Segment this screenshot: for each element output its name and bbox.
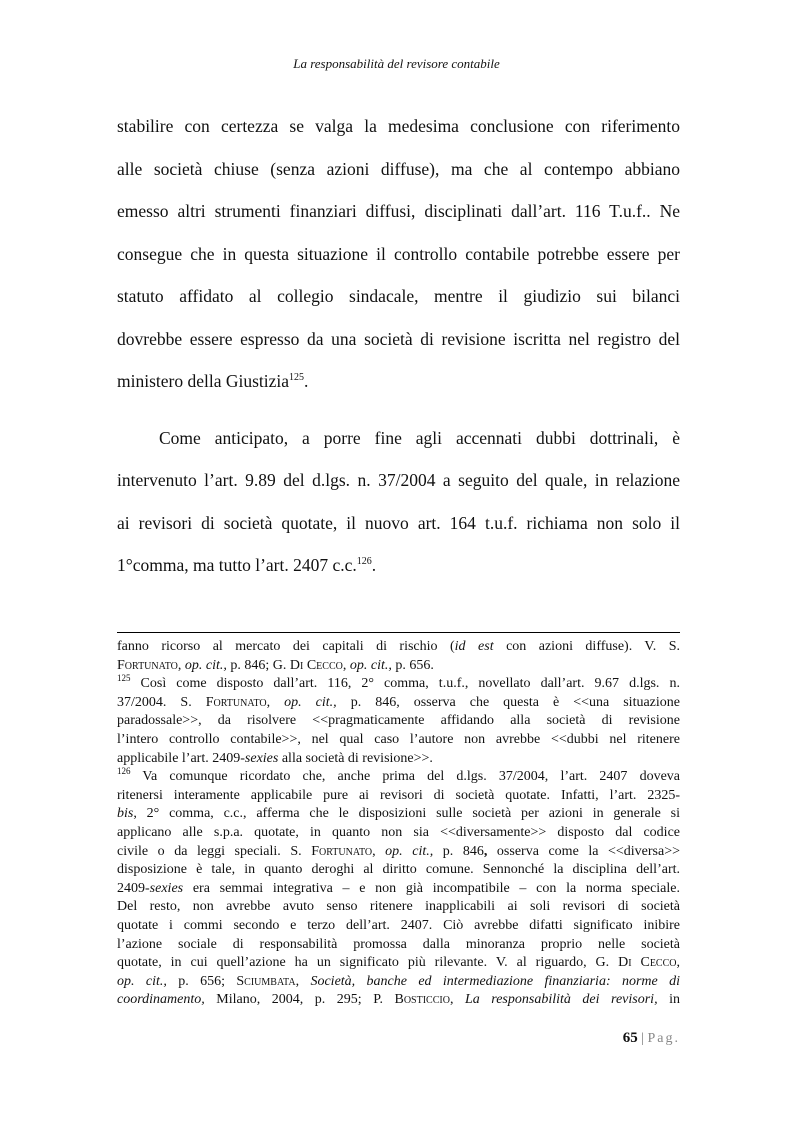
footnote-line: coordinamento, Milano, 2004, p. 295; P. Bosticcio, La responsabilità dei revisori, in bbox=[117, 992, 680, 1008]
footnote-line: quotate i commi secondo e terzo dell’art. 2407. Ciò avrebbe difatti significato inibire bbox=[117, 917, 680, 933]
body-line: alle società chiuse (senza azioni diffuse), ma che al contempo abbiano bbox=[117, 158, 680, 179]
footnote-125: $^{125}$ Così come disposto dall’art. 116, 2° comma, t.u.f., novellato dall’art. 9.67 d.lgs. n. bbox=[117, 673, 680, 692]
body-line: intervenuto l’art. 9.89 del d.lgs. n. 37/2004 a seguito del quale, in relazione bbox=[117, 470, 680, 490]
page-label: Pag. bbox=[647, 1031, 680, 1046]
footnote-line: l’intero controllo contabile>>, nel qual caso l’autore non avrebbe <<dubbi nel ritenere bbox=[117, 731, 680, 747]
footnote-line: applicabile l’art. 2409-sexies alla società di revisione>>. bbox=[117, 750, 433, 766]
body-text bbox=[117, 105, 680, 587]
footnote-126: $^{126}$ Va comunque ricordato che, anche prima del d.lgs. 37/2004, l’art. 2407 doveva bbox=[117, 766, 680, 785]
footnote-line: paradossale>>, da risolvere <<pragmaticamente affidando alla società di revisione bbox=[117, 713, 680, 729]
page-number-value: 65 bbox=[622, 1030, 638, 1046]
body-line: 1°comma, ma tutto l’art. 2407 c.c.$^{126}$. bbox=[117, 555, 377, 575]
footnote-separator bbox=[117, 632, 680, 633]
footnote-line: bis, 2° comma, c.c., afferma che le disposizioni sulle società per azioni in generale si bbox=[117, 806, 680, 822]
footnote-line: Del resto, non avrebbe avuto senso ritenere inapplicabili ai soli revisori di società bbox=[117, 899, 680, 915]
page-number bbox=[623, 1030, 680, 1047]
footnote-ref-126[interactable]: 126 bbox=[356, 556, 372, 567]
body-line: ministero della Giustizia$^{125}$. bbox=[117, 371, 309, 391]
footnote-line: fanno ricorso al mercato dei capitali di rischio (id est con azioni diffuse). V. S. bbox=[117, 639, 680, 654]
running-header: La responsabilità del revisore contabile bbox=[293, 56, 500, 71]
footnote-line: 37/2004. S. Fortunato, op. cit., p. 846, osserva che questa è <<una situazione bbox=[117, 694, 680, 710]
body-line: consegue che in questa situazione il controllo contabile potrebbe essere per bbox=[117, 243, 680, 264]
footnotes bbox=[117, 638, 680, 1010]
footnote-line: applicano alle s.p.a. quotate, in quanto non sia <<diversamente>> disposto dal codice bbox=[117, 824, 680, 840]
footnote-line: 2409-sexies era semmai integrativa – e non già incompatibile – con la norma speciale. bbox=[117, 880, 680, 896]
body-line: Come anticipato, a porre fine agli accennati dubbi dottrinali, è bbox=[159, 427, 680, 448]
footnote-line: l’azione sociale di responsabilità promossa dalla minoranza proprio nelle società bbox=[117, 936, 680, 952]
page-separator: | bbox=[641, 1031, 644, 1046]
footnote-ref-125[interactable]: 125 bbox=[289, 372, 305, 383]
body-line: dovrebbe essere espresso da una società di revisione iscritta nel registro del bbox=[117, 328, 680, 349]
body-line: ai revisori di società quotate, il nuovo art. 164 t.u.f. richiama non solo il bbox=[117, 512, 680, 533]
body-line: stabilire con certezza se valga la medesima conclusione con riferimento bbox=[117, 116, 680, 136]
footnote-line: ritenersi interamente applicabile pure ai revisori di società quotate. Infatti, l’art. 2325- bbox=[117, 787, 680, 803]
footnote-line: Fortunato, op. cit., p. 846; G. Di Cecco, op. cit., p. 656. bbox=[117, 657, 434, 673]
footnote-line: disposizione è tale, in quanto deroghi al diritto comune. Sennonché la disciplina dell’art. bbox=[117, 862, 680, 878]
footnote-line: quotate, in cui quell’azione ha un significato più rilevante. V. al riguardo, G. Di Cecco, bbox=[117, 955, 680, 971]
footnote-line: op. cit., p. 656; Sciumbata, Società, banche ed intermediazione finanziaria: norme di bbox=[117, 973, 681, 989]
body-line: statuto affidato al collegio sindacale, mentre il giudizio sui bilanci bbox=[117, 286, 680, 306]
footnote-line: civile o da leggi speciali. S. Fortunato, op. cit., p. 846, osserva come la <<diversa>> bbox=[117, 843, 681, 859]
body-line: emesso altri strumenti finanziari diffusi, disciplinati dall’art. 116 T.u.f.. Ne bbox=[117, 201, 680, 221]
